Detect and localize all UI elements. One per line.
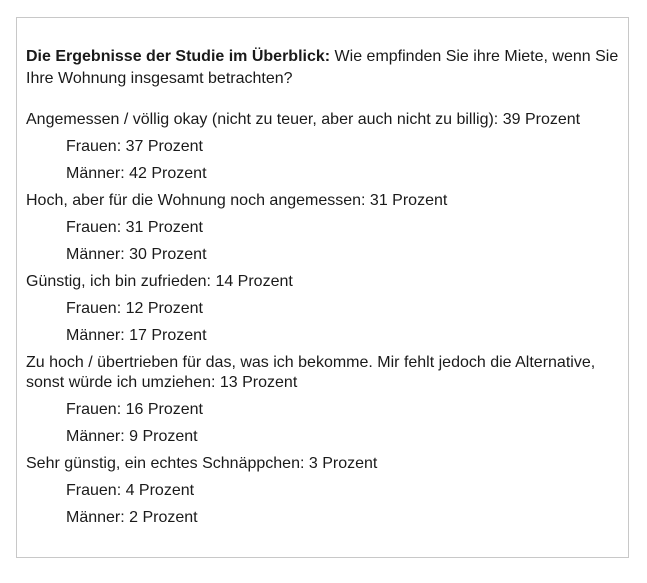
survey-question: Wie empfinden Sie ihre Miete, wenn Sie Ihre Wohnung insgesamt betrachten? xyxy=(26,48,619,87)
answer-men: Männer: 2 Prozent xyxy=(66,509,198,526)
answer-women: Frauen: 12 Prozent xyxy=(66,300,203,317)
answer-men: Männer: 42 Prozent xyxy=(66,165,207,182)
answer-label: Zu hoch / übertrieben für das, was ich bekomme. Mir fehlt jedoch die Alternative, sonst würde ich umziehen: 13 Prozent xyxy=(26,354,596,391)
answer-women: Frauen: 37 Prozent xyxy=(66,138,203,155)
results-heading: Die Ergebnisse der Studie im Überblick: xyxy=(26,48,331,65)
answer-item xyxy=(26,272,620,346)
answer-men: Männer: 9 Prozent xyxy=(66,428,198,445)
answer-men: Männer: 30 Prozent xyxy=(66,246,207,263)
answer-item xyxy=(26,454,620,528)
answer-item xyxy=(26,110,620,184)
answer-item xyxy=(26,191,620,265)
answer-label: Günstig, ich bin zufrieden: 14 Prozent xyxy=(26,273,293,290)
results-box xyxy=(16,17,629,558)
answer-label: Angemessen / völlig okay (nicht zu teuer, aber auch nicht zu billig): 39 Prozent xyxy=(26,111,581,128)
answer-label: Sehr günstig, ein echtes Schnäppchen: 3 Prozent xyxy=(26,455,378,472)
answer-women: Frauen: 16 Prozent xyxy=(66,401,203,418)
answer-label: Hoch, aber für die Wohnung noch angemessen: 31 Prozent xyxy=(26,192,448,209)
results-content xyxy=(26,46,620,535)
answer-women: Frauen: 31 Prozent xyxy=(66,219,203,236)
intro-paragraph xyxy=(26,46,620,90)
answer-men: Männer: 17 Prozent xyxy=(66,327,207,344)
answer-women: Frauen: 4 Prozent xyxy=(66,482,195,499)
answer-item xyxy=(26,353,620,447)
